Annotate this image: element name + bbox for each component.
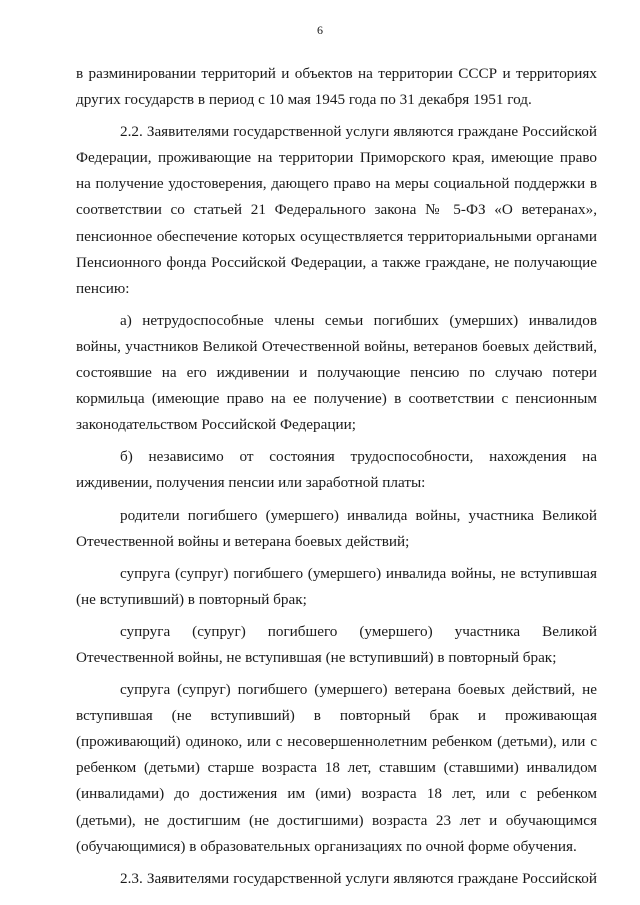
paragraph-item-a: а) нетрудоспособные члены семьи погибших (умерших) инвалидов войны, участников Великой Отечественной войны, ветеранов боевых действий, состоявшие на его иждивении и получающие пенсию по случаю потери кормильца (имеющие право на ее получение) в соответствии с пенсионным законодательством Российской Федерации; bbox=[76, 311, 597, 434]
paragraph-spouse-war-participant: супруга (супруг) погибшего (умершего) участника Великой Отечественной войны, не вступившая (не вступивший) в повторный брак; bbox=[76, 622, 597, 666]
paragraph-spouse-war-invalid: супруга (супруг) погибшего (умершего) инвалида войны, не вступившая (не вступивший) в повторный брак; bbox=[76, 564, 597, 608]
paragraph-spouse-combat-veteran: супруга (супруг) погибшего (умершего) ветерана боевых действий, не вступившая (не вступивший) в повторный брак и проживающая (проживающий) одиноко, или с несовершеннолетним ребенком (детьми), или с ребенком (детьми) старше возраста 18 лет, ставшим (ставшими) инвалидом (инвалидами) до достижения им (ими) возраста 18 лет, или с ребенком (детьми), не достигшим (не достигшими) возраста 23 лет и обучающимся (обучающимися) в образовательных организациях по очной форме обучения. bbox=[76, 681, 597, 855]
paragraph-clause-2-2: 2.2. Заявителями государственной услуги являются граждане Российской Федерации, проживающие на территории Приморского края, имеющие право на получение удостоверения, дающего право на меры социальной поддержки в соответствии со статьей 21 Федерального закона № 5-ФЗ «О ветеранах», пенсионное обеспечение которых осуществляется территориальными органами Пенсионного фонда Российской Федерации, а также граждане, не получающие пенсию: bbox=[76, 123, 597, 297]
paragraph-item-b: б) независимо от состояния трудоспособности, нахождения на иждивении, получения пенсии или заработной платы: bbox=[76, 448, 597, 492]
paragraph-clause-2-3: 2.3. Заявителями государственной услуги являются граждане Российской bbox=[120, 869, 597, 887]
paragraph-parents: родители погибшего (умершего) инвалида войны, участника Великой Отечественной войны и ветерана боевых действий; bbox=[76, 506, 597, 550]
paragraph-continuation: в разминировании территорий и объектов на территории СССР и территориях других государств в период с 10 мая 1945 года по 31 декабря 1951 год. bbox=[76, 65, 597, 109]
page-number: 6 bbox=[317, 23, 323, 37]
document-body bbox=[76, 61, 597, 892]
